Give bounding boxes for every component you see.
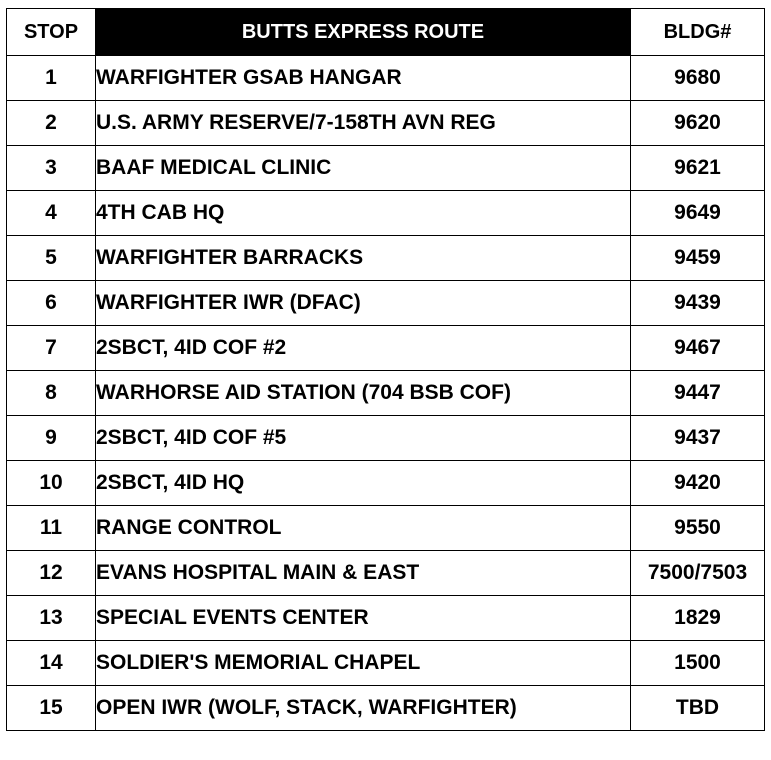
stop-number: 13	[7, 596, 96, 641]
stop-name: WARFIGHTER IWR (DFAC)	[96, 281, 631, 326]
header-row	[7, 9, 765, 56]
table-row	[7, 686, 765, 731]
building-number: 9420	[631, 461, 765, 506]
table-row	[7, 191, 765, 236]
stop-name: 2SBCT, 4ID HQ	[96, 461, 631, 506]
building-number: 7500/7503	[631, 551, 765, 596]
stop-number: 12	[7, 551, 96, 596]
stop-number: 5	[7, 236, 96, 281]
building-number: 1829	[631, 596, 765, 641]
building-number: 9447	[631, 371, 765, 416]
route-table-body	[7, 56, 765, 731]
stop-number: 4	[7, 191, 96, 236]
stop-name: BAAF MEDICAL CLINIC	[96, 146, 631, 191]
building-number: 9649	[631, 191, 765, 236]
stop-name: U.S. ARMY RESERVE/7-158TH AVN REG	[96, 101, 631, 146]
table-row	[7, 416, 765, 461]
table-row	[7, 281, 765, 326]
bldg-column-header: BLDG#	[631, 9, 765, 56]
stop-number: 11	[7, 506, 96, 551]
stop-column-header: STOP	[7, 9, 96, 56]
table-row	[7, 236, 765, 281]
stop-number: 1	[7, 56, 96, 101]
table-row	[7, 146, 765, 191]
building-number: 9437	[631, 416, 765, 461]
stop-name: WARFIGHTER GSAB HANGAR	[96, 56, 631, 101]
table-row	[7, 371, 765, 416]
stop-number: 14	[7, 641, 96, 686]
building-number: 1500	[631, 641, 765, 686]
stop-name: 2SBCT, 4ID COF #5	[96, 416, 631, 461]
stop-number: 15	[7, 686, 96, 731]
table-row	[7, 461, 765, 506]
building-number: 9550	[631, 506, 765, 551]
route-table	[6, 8, 765, 731]
building-number: 9467	[631, 326, 765, 371]
stop-number: 9	[7, 416, 96, 461]
table-row	[7, 506, 765, 551]
building-number: 9621	[631, 146, 765, 191]
stop-name: WARHORSE AID STATION (704 BSB COF)	[96, 371, 631, 416]
stop-number: 7	[7, 326, 96, 371]
table-row	[7, 596, 765, 641]
stop-name: RANGE CONTROL	[96, 506, 631, 551]
table-row	[7, 551, 765, 596]
stop-name: SPECIAL EVENTS CENTER	[96, 596, 631, 641]
route-title-header: BUTTS EXPRESS ROUTE	[96, 9, 631, 56]
building-number: TBD	[631, 686, 765, 731]
stop-name: EVANS HOSPITAL MAIN & EAST	[96, 551, 631, 596]
table-row	[7, 326, 765, 371]
stop-name: WARFIGHTER BARRACKS	[96, 236, 631, 281]
building-number: 9680	[631, 56, 765, 101]
stop-number: 6	[7, 281, 96, 326]
building-number: 9439	[631, 281, 765, 326]
table-row	[7, 641, 765, 686]
stop-number: 10	[7, 461, 96, 506]
stop-number: 8	[7, 371, 96, 416]
stop-name: 4TH CAB HQ	[96, 191, 631, 236]
table-row	[7, 56, 765, 101]
building-number: 9459	[631, 236, 765, 281]
stop-name: 2SBCT, 4ID COF #2	[96, 326, 631, 371]
stop-number: 2	[7, 101, 96, 146]
stop-name: OPEN IWR (WOLF, STACK, WARFIGHTER)	[96, 686, 631, 731]
table-row	[7, 101, 765, 146]
stop-number: 3	[7, 146, 96, 191]
building-number: 9620	[631, 101, 765, 146]
stop-name: SOLDIER'S MEMORIAL CHAPEL	[96, 641, 631, 686]
